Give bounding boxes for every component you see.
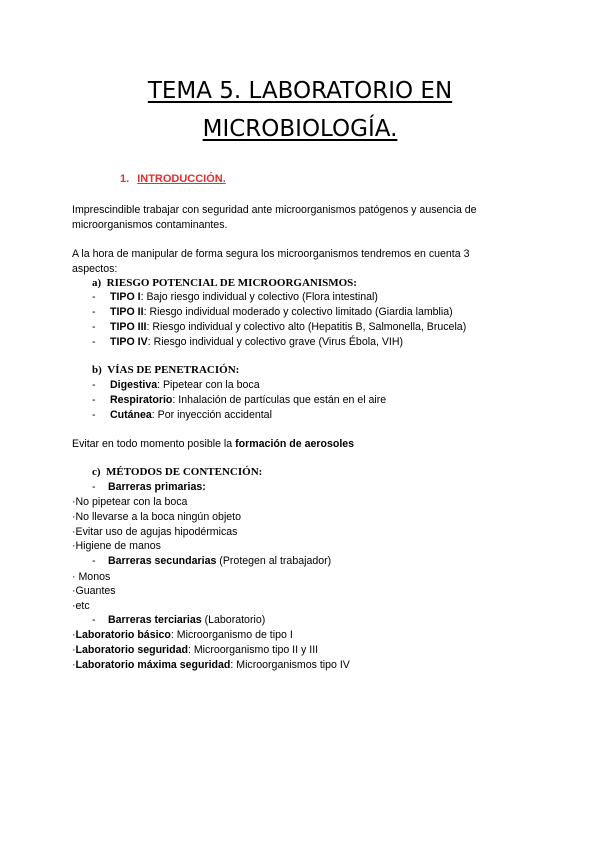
list-item-cutanea-text <box>110 410 272 421</box>
item-note: (Protegen al trabajador) <box>216 555 332 567</box>
item-bold: Cutánea <box>110 409 152 421</box>
item-bold: Laboratorio máxima seguridad <box>75 659 231 671</box>
heading-marker: a) <box>92 277 102 289</box>
intro-paragraph-1-line-1: Imprescindible trabajar con seguridad ante microorganismos patógenos y ausencia de <box>72 204 477 216</box>
dot-bullet: · <box>72 629 76 641</box>
item-rest: : Riesgo individual y colectivo grave (Virus Ébola, VIH) <box>147 336 404 348</box>
terciarias-item-3 <box>72 660 350 671</box>
list-item-cutanea <box>92 410 96 421</box>
list-item-tipo-3 <box>92 322 96 333</box>
terciarias-item-1 <box>72 630 293 641</box>
dash-bullet: - <box>92 555 96 567</box>
list-item-tipo-1 <box>92 292 96 303</box>
list-item-digestiva-text <box>110 380 260 391</box>
primarias-item-2: ·No llevarse a la boca ningún objeto <box>72 511 242 523</box>
item-bold: Respiratorio <box>110 394 173 406</box>
list-item-tipo-2 <box>92 307 96 318</box>
item-bold: Laboratorio básico <box>75 629 171 641</box>
dash-bullet: - <box>92 481 96 493</box>
heading-marker: b) <box>92 364 102 376</box>
dot-bullet: · <box>72 644 76 656</box>
item-rest: : Por inyección accidental <box>151 409 272 421</box>
item-bold: Barreras terciarias <box>108 614 202 626</box>
dash-bullet: - <box>92 306 96 318</box>
barreras-terciarias-dash <box>92 615 96 626</box>
barreras-secundarias-label <box>108 556 331 567</box>
barreras-primarias-label <box>108 482 206 493</box>
section-number: 1. <box>120 173 130 185</box>
item-bold: TIPO III <box>110 321 147 333</box>
aerosoles-note <box>72 439 354 450</box>
secundarias-item-1: · Monos <box>72 571 111 583</box>
dash-bullet: - <box>92 321 96 333</box>
intro-paragraph-2-line-2: aspectos: <box>72 263 118 275</box>
heading-text: RIESGO POTENCIAL DE MICROORGANISMOS: <box>106 277 357 289</box>
page-title-line1: TEMA 5. LABORATORIO EN <box>147 78 453 104</box>
section-label: INTRODUCCIÓN. <box>137 173 226 185</box>
item-rest: : Riesgo individual moderado y colectivo limitado (Giardia lamblia) <box>143 306 453 318</box>
list-item-tipo-1-text <box>110 292 378 303</box>
item-rest: : Pipetear con la boca <box>157 379 260 391</box>
item-rest: : Bajo riesgo individual y colectivo (Flora intestinal) <box>140 291 378 303</box>
item-bold: TIPO IV <box>110 336 148 348</box>
heading-text: VÍAS DE PENETRACIÓN: <box>107 364 240 376</box>
list-item-tipo-2-text <box>110 307 453 318</box>
barreras-secundarias-dash <box>92 556 96 567</box>
item-bold: Barreras secundarias <box>108 555 217 567</box>
list-item-respiratorio <box>92 395 96 406</box>
item-bold: TIPO II <box>110 306 144 318</box>
page-title-line2: MICROBIOLOGÍA. <box>202 116 398 142</box>
primarias-item-4: ·Higiene de manos <box>72 540 161 552</box>
secundarias-item-3: ·etc <box>72 600 90 612</box>
item-note: (Laboratorio) <box>201 614 266 626</box>
item-rest: : Microorganismo tipo II y III <box>187 644 319 656</box>
intro-paragraph-2-line-1: A la hora de manipular de forma segura los microorganismos tendremos en cuenta 3 <box>72 248 470 260</box>
terciarias-item-2 <box>72 645 318 656</box>
intro-paragraph-1-line-2: microorganismos contaminantes. <box>72 219 228 231</box>
heading-vias <box>92 365 239 376</box>
primarias-item-3: ·Evitar uso de agujas hipodérmicas <box>72 526 238 538</box>
heading-metodos <box>92 467 262 478</box>
aerosoles-bold: formación de aerosoles <box>235 438 355 450</box>
dash-bullet: - <box>92 394 96 406</box>
list-item-tipo-3-text <box>110 322 466 333</box>
heading-text: MÉTODOS DE CONTENCIÓN: <box>106 466 263 478</box>
dash-bullet: - <box>92 291 96 303</box>
dash-bullet: - <box>92 614 96 626</box>
dot-bullet: · <box>72 659 76 671</box>
dash-bullet: - <box>92 336 96 348</box>
barreras-terciarias-label <box>108 615 265 626</box>
barreras-primarias-dash <box>92 482 96 493</box>
list-item-tipo-4-text <box>110 337 403 348</box>
section-heading-introduccion <box>120 173 226 185</box>
item-rest: : Microorganismos tipo IV <box>230 659 350 671</box>
item-bold: Barreras primarias: <box>108 481 206 493</box>
heading-marker: c) <box>92 466 101 478</box>
aerosoles-prefix: Evitar en todo momento posible la <box>72 438 236 450</box>
dash-bullet: - <box>92 379 96 391</box>
item-bold: Laboratorio seguridad <box>75 644 188 656</box>
item-rest: : Microorganismo de tipo I <box>170 629 293 641</box>
primarias-item-1: ·No pipetear con la boca <box>72 496 188 508</box>
list-item-tipo-4 <box>92 337 96 348</box>
list-item-digestiva <box>92 380 96 391</box>
heading-riesgo <box>92 278 357 289</box>
list-item-respiratorio-text <box>110 395 386 406</box>
secundarias-item-2: ·Guantes <box>72 585 116 597</box>
item-bold: TIPO I <box>110 291 141 303</box>
dash-bullet: - <box>92 409 96 421</box>
item-bold: Digestiva <box>110 379 158 391</box>
item-rest: : Riesgo individual y colectivo alto (Hepatitis B, Salmonella, Brucela) <box>146 321 467 333</box>
item-rest: : Inhalación de partículas que están en el aire <box>172 394 387 406</box>
